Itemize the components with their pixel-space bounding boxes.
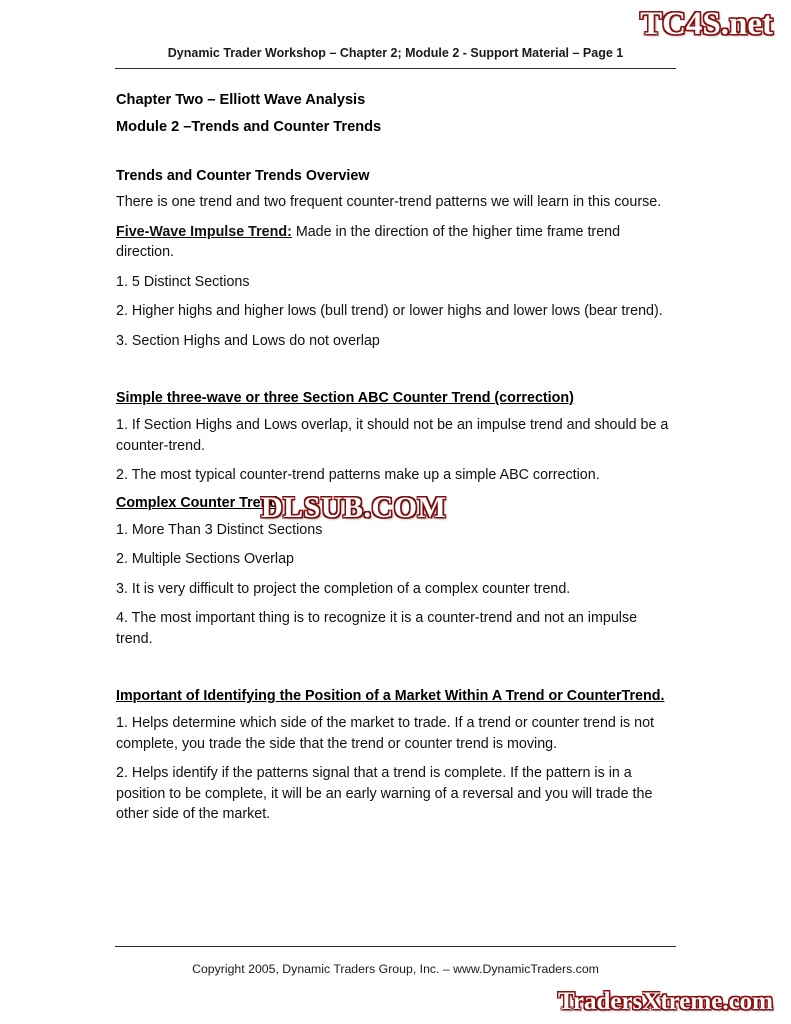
overview-item-2: 2. Higher highs and higher lows (bull trend) or lower highs and lower lows (bear trend). [116, 303, 663, 319]
impulse-trend-paragraph [116, 222, 676, 263]
overview-intro-text: There is one trend and two frequent counter-trend patterns we will learn in this course. [116, 194, 662, 210]
abc-item-1: 1. If Section Highs and Lows overlap, it should not be an impulse trend and should be a counter-trend. [116, 417, 669, 454]
impulse-trend-label: Five-Wave Impulse Trend: [116, 223, 292, 240]
complex-item-4: 4. The most important thing is to recognize it is a counter-trend and not an impulse trend. [116, 610, 638, 647]
header-divider [115, 68, 676, 69]
overview-item-3: 3. Section Highs and Lows do not overlap [116, 332, 380, 349]
position-item-1: 1. Helps determine which side of the market to trade. If a trend or counter trend is not complete, you trade the side that the trend or counter trend is moving. [116, 715, 654, 752]
chapter-title: Chapter Two – Elliott Wave Analysis [116, 92, 366, 108]
impulse-trend-text: Made in the direction of the higher time frame trend direction. [116, 223, 621, 260]
running-header: Dynamic Trader Workshop – Chapter 2; Module 2 - Support Material – Page 1 [167, 46, 624, 60]
document-body [116, 92, 676, 834]
watermark-center: DLSUB.COM [261, 491, 447, 524]
spacer [116, 658, 676, 688]
section-heading-overview: Trends and Counter Trends Overview [116, 168, 370, 184]
module-title: Module 2 –Trends and Counter Trends [116, 119, 382, 135]
complex-item-1: 1. More Than 3 Distinct Sections [116, 521, 323, 538]
spacer [116, 146, 676, 168]
footer-divider [115, 946, 676, 947]
section-heading-position-identification: Important of Identifying the Position of a Market Within A Trend or CounterTrend. [116, 688, 665, 704]
position-item-2: 2. Helps identify if the patterns signal that a trend is complete. If the pattern is in a position to be complete, it will be an early warning of a reversal and you will trade the other side of the market. [116, 765, 653, 822]
watermark-top-right: TC4S.net [640, 6, 773, 42]
section-heading-abc-counter-trend: Simple three-wave or three Section ABC Counter Trend (correction) [116, 390, 574, 406]
complex-item-3: 3. It is very difficult to project the completion of a complex counter trend. [116, 580, 571, 597]
overview-item-1: 1. 5 Distinct Sections [116, 273, 250, 290]
spacer [116, 360, 676, 390]
abc-item-2: 2. The most typical counter-trend patterns make up a simple ABC correction. [116, 467, 600, 483]
section-heading-complex-counter-trend: Complex Counter Trend [116, 494, 279, 511]
complex-item-2: 2. Multiple Sections Overlap [116, 551, 294, 567]
watermark-bottom-right: TradersXtreme.com [558, 988, 773, 1015]
footer-copyright: Copyright 2005, Dynamic Traders Group, Inc. – www.DynamicTraders.com [192, 962, 599, 976]
